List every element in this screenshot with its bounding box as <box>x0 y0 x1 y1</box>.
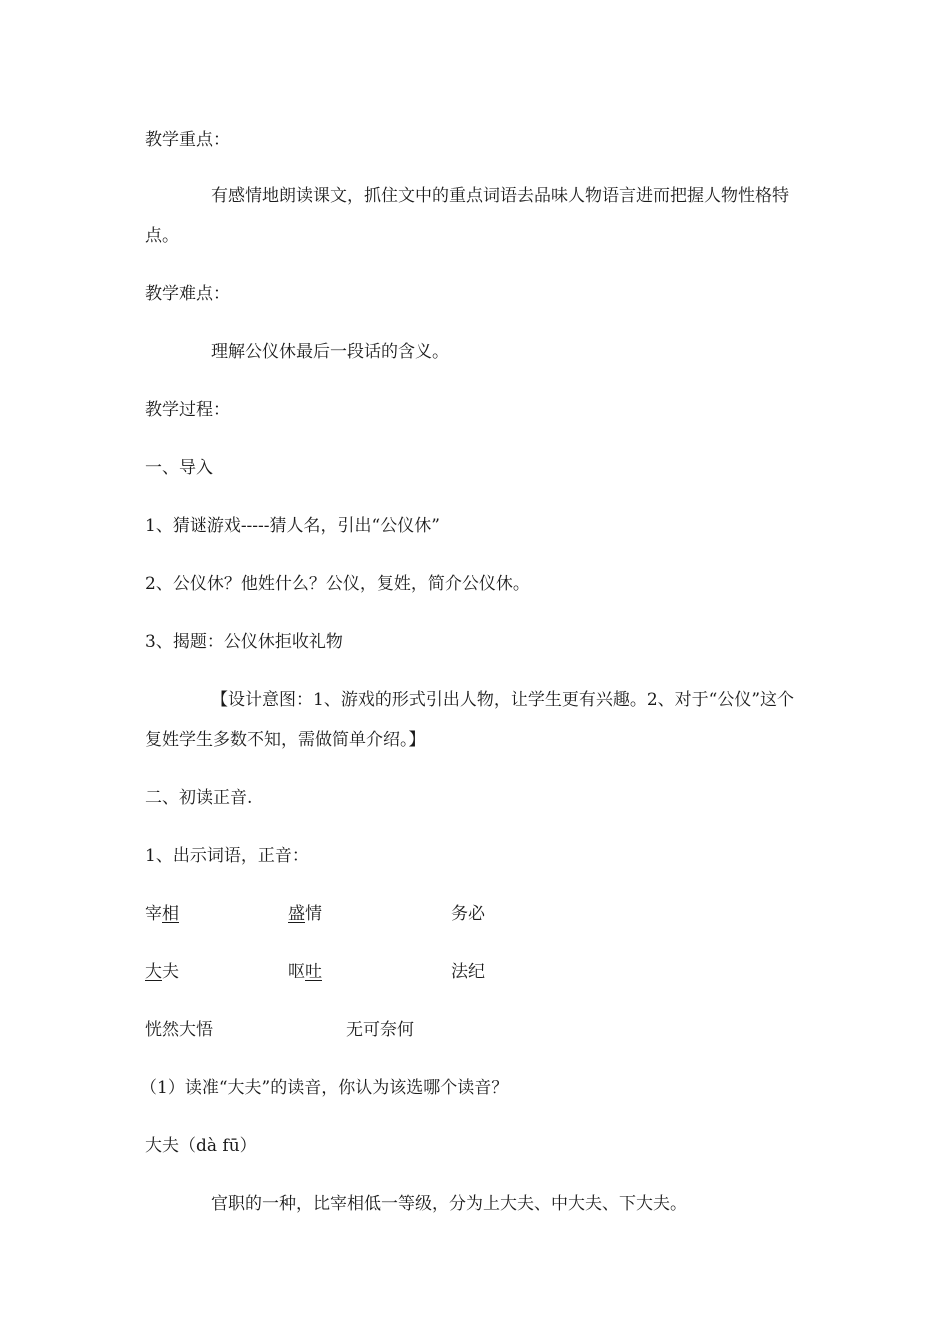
vocab-char-underlined: 吐 <box>305 962 322 982</box>
pinyin-line: 大夫（dà fū） <box>145 1136 257 1156</box>
difficult-points-heading: 教学难点： <box>145 284 230 304</box>
vocab-word-daifu <box>145 960 179 984</box>
explanation-text: 官职的一种，比宰相低一等级，分为上大夫、中大夫、下大夫。 <box>211 1194 687 1214</box>
vocab-char: 情 <box>305 904 322 924</box>
vocab-word-zaixiang <box>145 902 179 926</box>
vocab-char-underlined: 盛 <box>288 904 305 924</box>
vocab-char: 宰 <box>145 904 162 924</box>
key-points-heading: 教学重点： <box>145 130 230 150</box>
vocab-word-shengqing <box>288 902 322 926</box>
vocab-word-wukenaihe: 无可奈何 <box>346 1020 414 1040</box>
section-1-title: 一、导入 <box>145 458 213 478</box>
section-2-item-1: 1、出示词语，正音： <box>145 846 309 866</box>
vocab-char-underlined: 大 <box>145 962 162 982</box>
section-1-item-2: 2、公仪休？他姓什么？公仪，复姓，简介公仪休。 <box>145 574 530 594</box>
vocab-char: 夫 <box>162 962 179 982</box>
section-2-title: 二、初读正音. <box>145 788 253 808</box>
vocab-char: 呕 <box>288 962 305 982</box>
teaching-process-heading: 教学过程： <box>145 400 230 420</box>
difficult-points-text: 理解公仪休最后一段话的含义。 <box>211 342 449 362</box>
vocab-word-faji: 法纪 <box>451 962 485 982</box>
design-intent-paragraph: 【设计意图：1、游戏的形式引出人物，让学生更有兴趣。2、对于“公仪”这个复姓学生多数不知，需做简单介绍。】 <box>145 690 795 750</box>
vocab-word-outu <box>288 960 322 984</box>
section-1-item-3: 3、揭题：公仪休拒收礼物 <box>145 632 343 652</box>
question-1: （1）读准“大夫”的读音，你认为该选哪个读音？ <box>140 1078 509 1098</box>
vocab-word-huangrandawu: 恍然大悟 <box>145 1020 213 1040</box>
key-points-text: 有感情地朗读课文，抓住文中的重点词语去品味人物语言进而把握人物性格特点。 <box>145 186 789 246</box>
section-1-item-1: 1、猜谜游戏-----猜人名，引出“公仪休” <box>145 516 440 536</box>
vocab-char-underlined: 相 <box>162 904 179 924</box>
vocab-word-wubi: 务必 <box>451 904 485 924</box>
